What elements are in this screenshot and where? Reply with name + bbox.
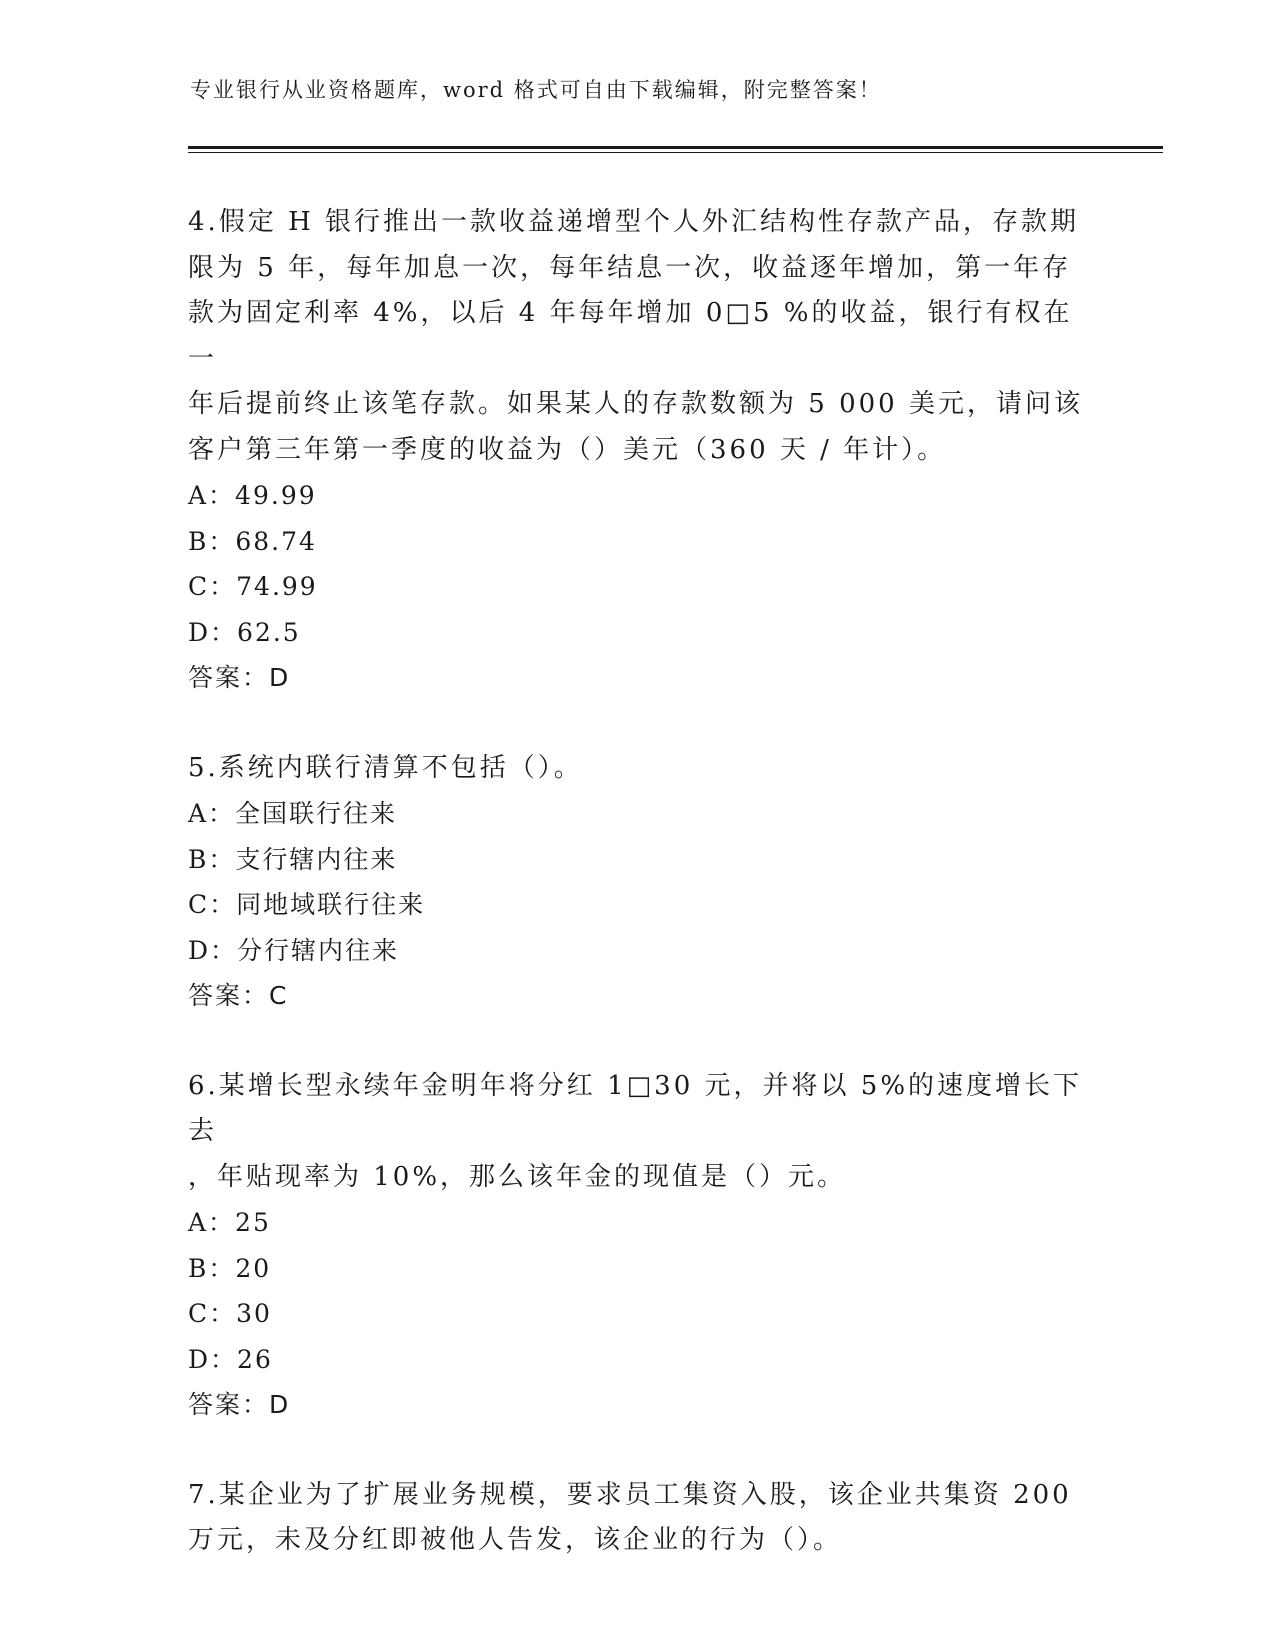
header-rule-thick — [188, 146, 1163, 149]
option-a: A：25 — [188, 1208, 271, 1237]
option-c: C：同地域联行往来 — [188, 890, 426, 919]
question-7 — [188, 1473, 1088, 1564]
question-text-line: 4.假定 H 银行推出一款收益递增型个人外汇结构性存款产品，存款期 — [188, 207, 1080, 237]
option-d: D：分行辖内往来 — [188, 935, 400, 965]
question-text-line: 万元，未及分红即被他人告发，该企业的行为（）。 — [188, 1525, 843, 1555]
header-rule-thin — [188, 152, 1163, 153]
question-text-line: 7.某企业为了扩展业务规模，要求员工集资入股，该企业共集资 200 — [188, 1479, 1072, 1510]
question-5 — [188, 746, 1088, 1019]
answer-line: 答案：D — [188, 663, 291, 692]
question-text-line: 6.某增长型永续年金明年将分红 1□30 元，并将以 5%的速度增长下去 — [188, 1070, 1083, 1146]
question-text-line: 客户第三年第一季度的收益为（）美元（360 天 / 年计）。 — [188, 434, 947, 465]
option-a: A：49.99 — [188, 481, 317, 510]
option-c: C：74.99 — [188, 572, 318, 601]
question-list — [188, 200, 1088, 1609]
question-text-line: 款为固定利率 4%，以后 4 年每年增加 0□5 %的收益，银行有权在一 — [188, 298, 1073, 374]
question-4 — [188, 200, 1088, 701]
option-d: D：26 — [188, 1344, 273, 1374]
answer-line: 答案：D — [188, 1390, 291, 1419]
answer-line: 答案：C — [188, 981, 289, 1010]
question-text-line: 限为 5 年，每年加息一次，每年结息一次，收益逐年增加，第一年存 — [188, 252, 1072, 283]
question-text-line: 年后提前终止该笔存款。如果某人的存款数额为 5 000 美元，请问该 — [188, 389, 1083, 419]
option-c: C：30 — [188, 1299, 272, 1328]
option-b: B：68.74 — [188, 526, 317, 556]
page-header: 专业银行从业资格题库，word 格式可自由下载编辑，附完整答案！ — [190, 78, 882, 102]
question-text-line: 5.系统内联行清算不包括（）。 — [188, 752, 583, 783]
question-text-line: ，年贴现率为 10%，那么该年金的现值是（）元。 — [188, 1161, 847, 1192]
option-a: A：全国联行往来 — [188, 799, 398, 828]
option-d: D：62.5 — [188, 617, 301, 647]
question-6 — [188, 1064, 1088, 1428]
option-b: B：20 — [188, 1253, 272, 1283]
option-b: B：支行辖内往来 — [188, 844, 398, 874]
